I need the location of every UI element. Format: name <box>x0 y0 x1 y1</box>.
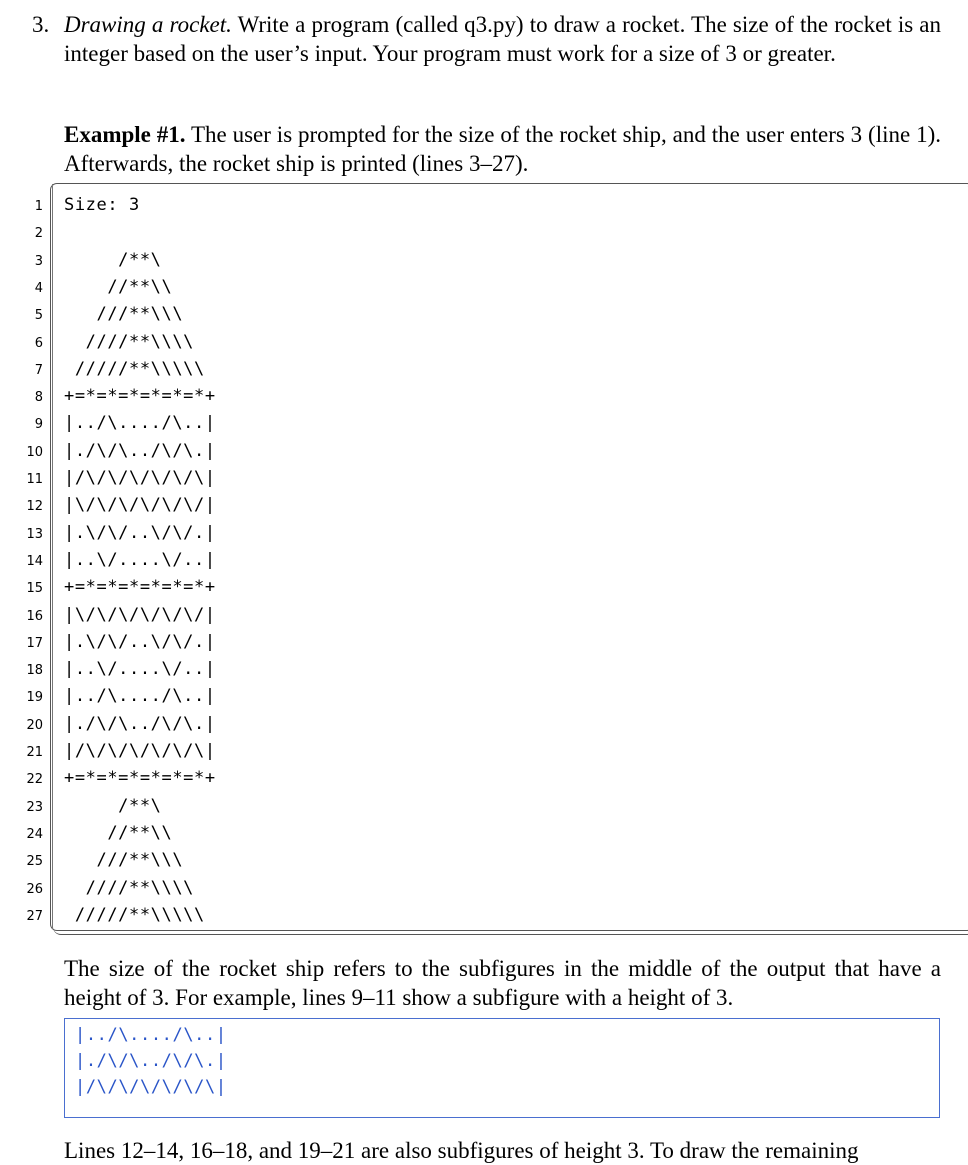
line-number: 7 <box>34 362 43 378</box>
continuation-text: Lines 12–14, 16–18, and 19–21 are also subfigures of height 3. To draw the remaining <box>64 1138 859 1163</box>
code-line: //**\\ <box>64 822 173 843</box>
code-line: |./\/\../\/\.| <box>64 440 216 461</box>
line-number: 15 <box>26 581 43 597</box>
code-line: ///**\\\ <box>64 850 184 871</box>
code-line: /////**\\\\\ <box>64 358 205 379</box>
code-line: |\/\/\/\/\/\/| <box>64 495 216 516</box>
code-line: +=*=*=*=*=*=*+ <box>64 768 216 789</box>
code-line: |.\/\/..\/\/.| <box>64 631 216 652</box>
subfigure-line: |./\/\../\/\.| <box>75 1051 227 1071</box>
line-number: 19 <box>26 690 43 706</box>
code-line: |.\/\/..\/\/.| <box>64 522 216 543</box>
line-number: 11 <box>26 472 43 487</box>
problem-title: Drawing a rocket. <box>64 12 232 37</box>
code-line: |/\/\/\/\/\/\| <box>64 468 216 488</box>
example-paragraph <box>64 120 941 178</box>
line-number: 4 <box>34 280 43 296</box>
subfigure-line: |../\..../\..| <box>75 1025 227 1045</box>
subfigure-line: |/\/\/\/\/\/\| <box>75 1077 227 1097</box>
code-line: |../\..../\..| <box>64 686 216 707</box>
line-number: 22 <box>26 772 43 788</box>
problem-intro <box>64 10 941 68</box>
subfigure-explanation: The size of the rocket ship refers to the subfigures in the middle of the output that have a height of 3. For example, lines 9–11 show a subfigure with a height of 3. <box>64 956 941 1010</box>
code-line: ///**\\\ <box>64 304 184 325</box>
line-number: 23 <box>26 799 43 815</box>
line-number: 26 <box>26 881 43 897</box>
line-number: 18 <box>26 663 43 679</box>
code-line: |../\..../\..| <box>64 413 216 434</box>
code-line: Size: 3 <box>64 195 140 215</box>
line-number: 1 <box>34 199 43 214</box>
line-number: 5 <box>34 308 43 324</box>
gutter-divider <box>52 184 53 929</box>
line-number: 16 <box>26 608 43 624</box>
code-line: //**\\ <box>64 276 173 297</box>
example-label: Example #1. <box>64 122 186 147</box>
code-line: /////**\\\\\ <box>64 904 205 925</box>
line-number: 10 <box>26 444 43 460</box>
code-line: +=*=*=*=*=*=*+ <box>64 386 216 407</box>
line-number: 9 <box>34 417 43 433</box>
line-number: 24 <box>26 826 43 842</box>
code-line: ////**\\\\ <box>64 877 195 898</box>
line-number: 8 <box>34 390 43 406</box>
line-number: 14 <box>26 553 43 569</box>
code-line: /**\ <box>64 249 162 270</box>
problem-number: 3. <box>32 12 50 37</box>
line-number: 3 <box>34 253 43 269</box>
line-number: 2 <box>34 226 43 242</box>
line-number: 27 <box>26 908 43 924</box>
line-number: 21 <box>26 745 43 760</box>
code-line: ////**\\\\ <box>64 331 195 352</box>
code-line: +=*=*=*=*=*=*+ <box>64 577 216 598</box>
line-number: 6 <box>34 335 43 351</box>
line-number: 13 <box>26 526 43 542</box>
code-line: |/\/\/\/\/\/\| <box>64 741 216 761</box>
subfigure-box <box>64 1018 940 1118</box>
problem-intro-text: Write a program (called q3.py) to draw a rocket. The size of the rocket is an integer based on the user’s input. Your program must work for a size of 3 or greater. <box>64 12 941 66</box>
line-number: 17 <box>26 635 43 651</box>
code-line: |\/\/\/\/\/\/| <box>64 604 216 625</box>
code-line: /**\ <box>64 795 162 816</box>
code-line: |..\/....\/..| <box>64 549 216 570</box>
code-line: |./\/\../\/\.| <box>64 713 216 734</box>
line-number: 20 <box>26 717 43 733</box>
line-number: 12 <box>26 499 43 515</box>
code-line: |..\/....\/..| <box>64 659 216 680</box>
line-number: 25 <box>26 854 43 870</box>
example-text: The user is prompted for the size of the rocket ship, and the user enters 3 (line 1). Afterwards, the rocket ship is printed (lines 3–27). <box>64 122 941 176</box>
